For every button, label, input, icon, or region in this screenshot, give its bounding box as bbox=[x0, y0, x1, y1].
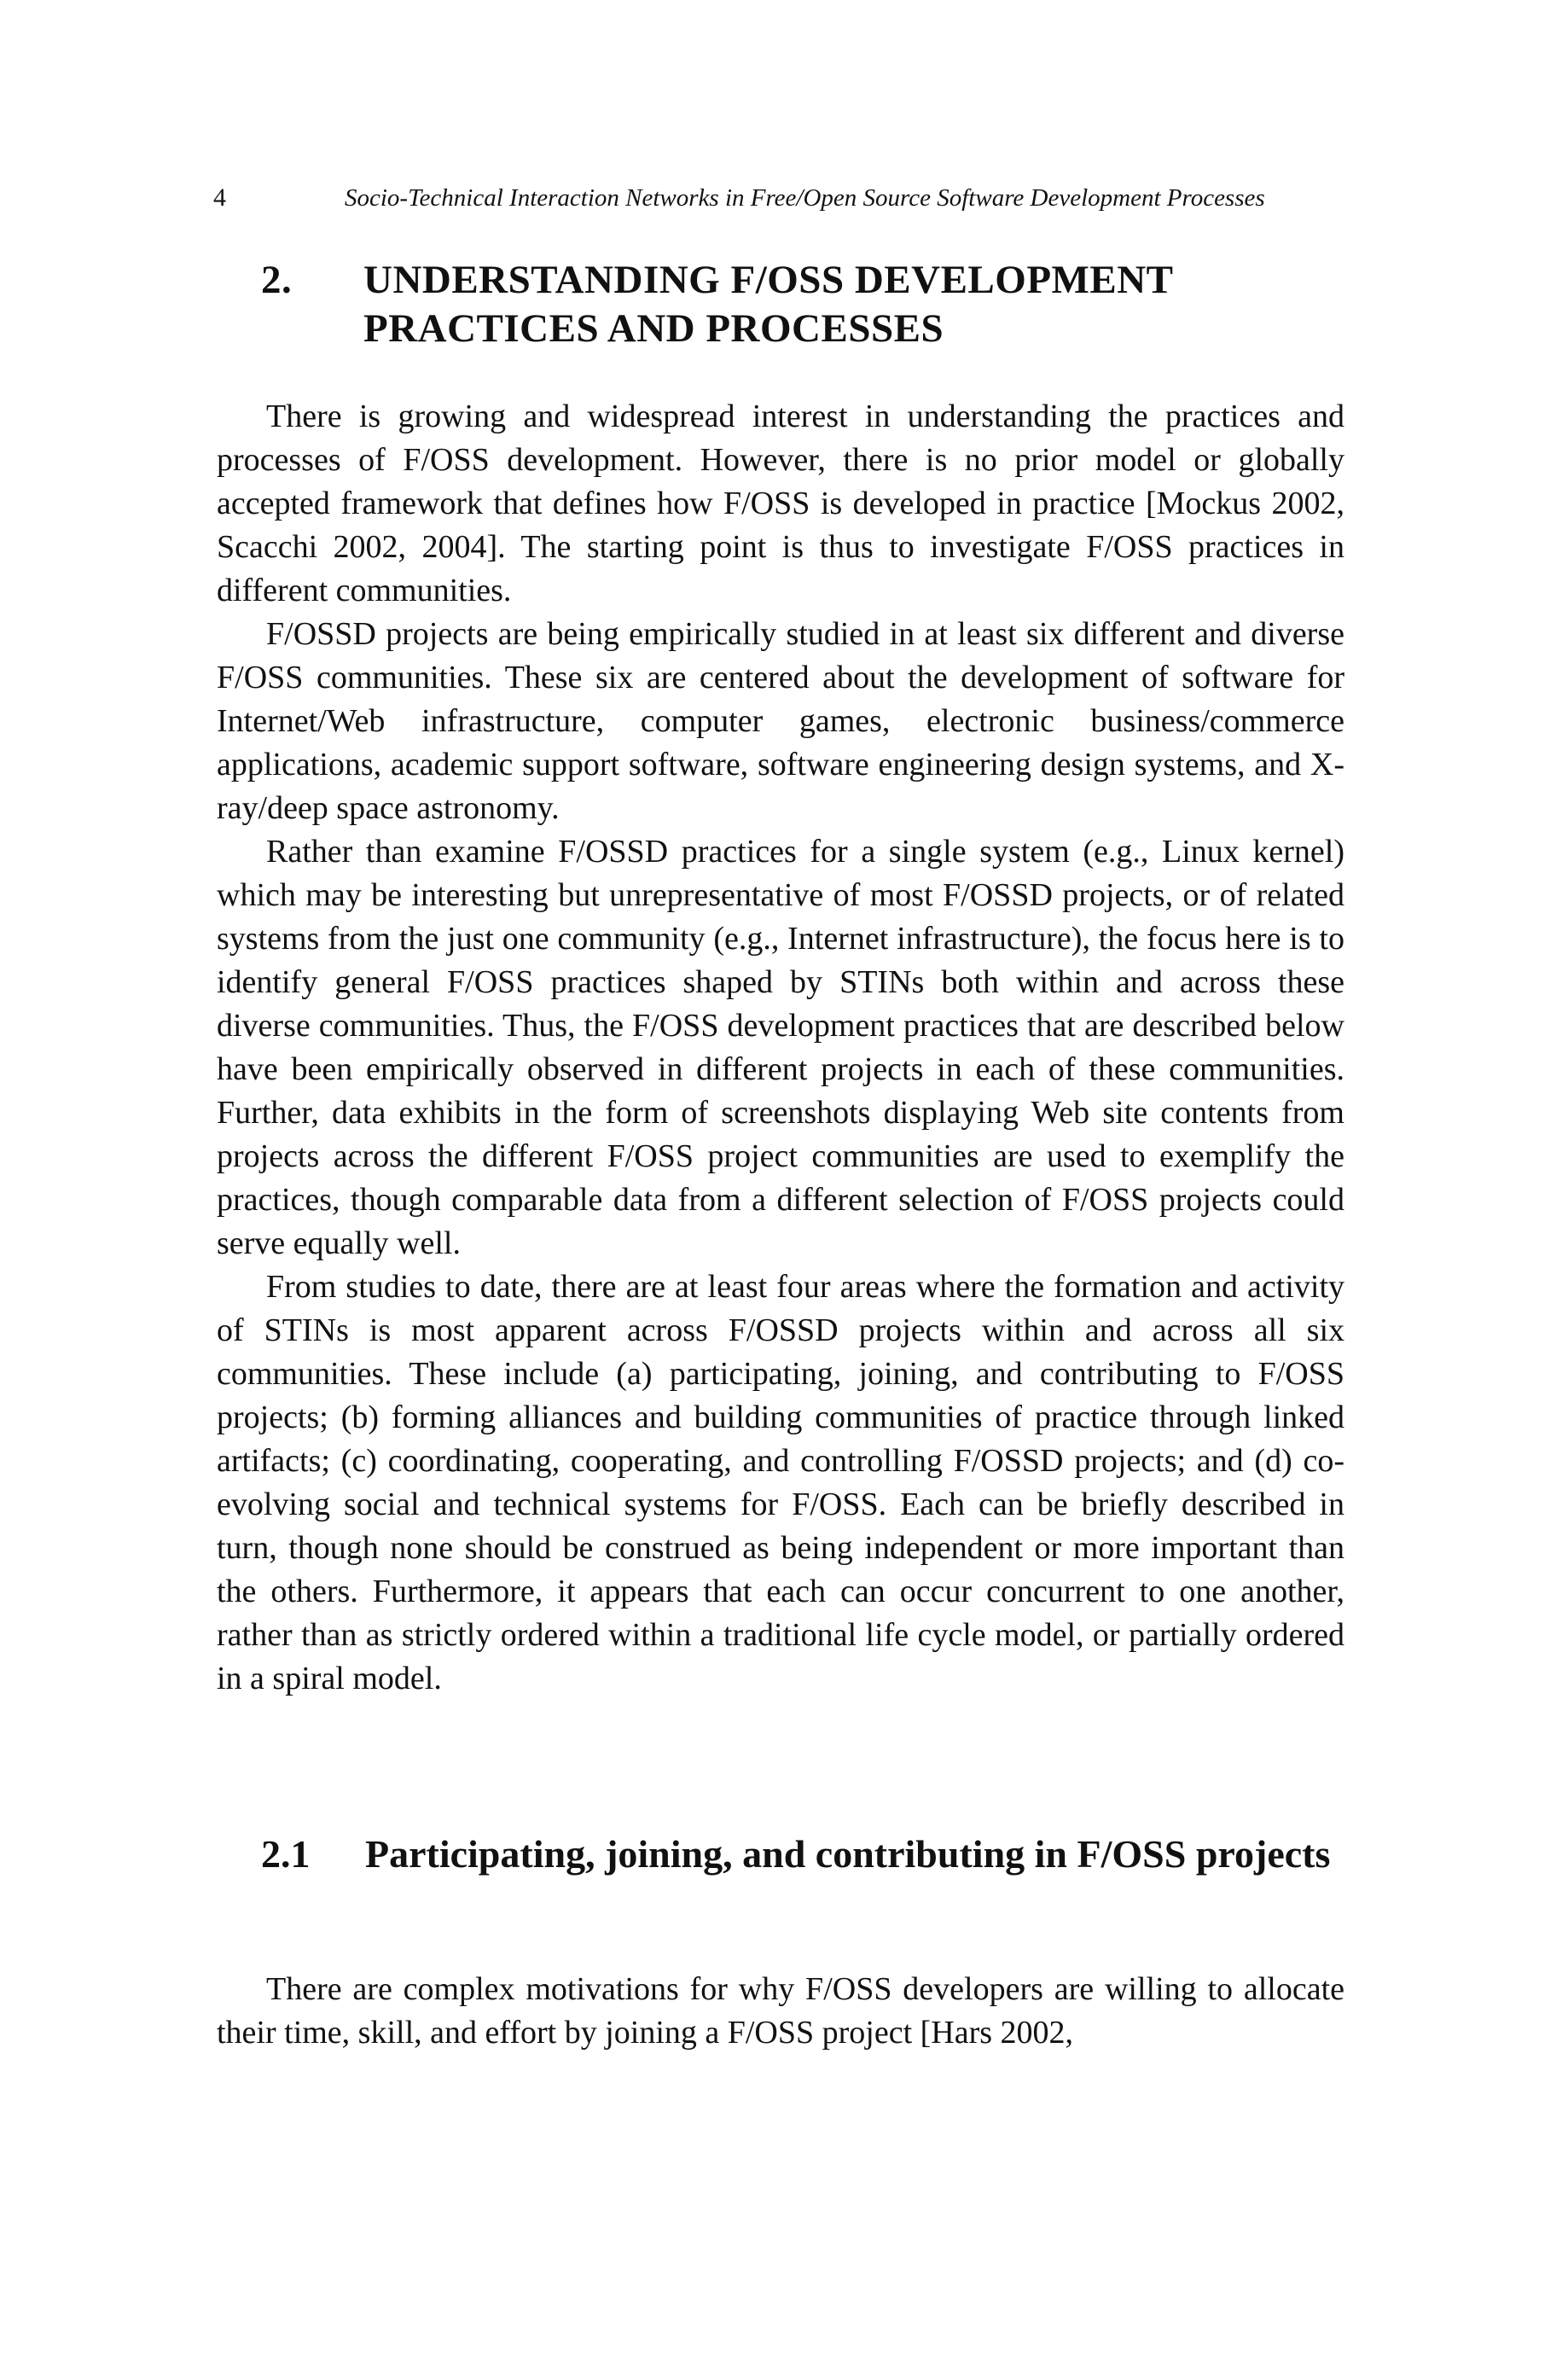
paragraph: There is growing and widespread interest in understanding the practices and processes of F/OSS development. However, there is no prior model or globally accepted framework that defines how F/OSS is developed in practice [Mockus 2002, Scacchi 2002, 2004]. The starting point is thus to investigate F/OSS practices in different communities. bbox=[217, 399, 1344, 608]
section-number: 2. bbox=[261, 258, 293, 302]
paragraph: There are complex motivations for why F/OSS developers are willing to allocate their time, skill, and effort by joining a F/OSS project [Hars 2002, bbox=[217, 1971, 1344, 2051]
running-header bbox=[213, 179, 1348, 217]
page-number: 4 bbox=[213, 183, 226, 212]
section-body bbox=[217, 395, 1344, 1701]
subsection-number: 2.1 bbox=[261, 1832, 311, 1876]
subsection-title: Participating, joining, and contributing in F/OSS projects bbox=[365, 1832, 1331, 1876]
paragraph: F/OSSD projects are being empirically studied in at least six different and diverse F/OSS communities. These six are centered about the development of software for Internet/Web infrastructure, computer games, electronic business/commerce applications, academic support software, software engineering design systems, and X-ray/deep space astronomy. bbox=[217, 616, 1344, 826]
running-title: Socio-Technical Interaction Networks in Free/Open Source Software Development Processes bbox=[345, 184, 1265, 212]
paragraph: From studies to date, there are at least four areas where the formation and activity of STINs is most apparent across F/OSSD projects within and across all six communities. These include (a) participating, joining, and contributing to F/OSS projects; (b) forming alliances and building communities of practice through linked artifacts; (c) coordinating, cooperating, and controlling F/OSSD projects; and (d) co-evolving social and technical systems for F/OSS. Each can be briefly described in turn, though none should be construed as being independent or more important than the others. Furthermore, it appears that each can occur concurrent to one another, rather than as strictly ordered within a traditional life cycle model, or partially ordered in a spiral model. bbox=[217, 1269, 1344, 1696]
paragraph: Rather than examine F/OSSD practices for a single system (e.g., Linux kernel) which may be interesting but unrepresentative of most F/OSSD projects, or of related systems from the just one community (e.g., Internet infrastructure), the focus here is to identify general F/OSS practices shaped by STINs both within and across these diverse communities. Thus, the F/OSS development practices that are described below have been empirically observed in different projects in each of these communities. Further, data exhibits in the form of screenshots displaying Web site contents from projects across the different F/OSS project communities are used to exemplify the practices, though comparable data from a different selection of F/OSS projects could serve equally well. bbox=[217, 834, 1344, 1261]
section-title: UNDERSTANDING F/OSS DEVELOPMENT PRACTICES AND PROCESSES bbox=[363, 258, 1173, 351]
subsection-body bbox=[217, 1968, 1344, 2055]
